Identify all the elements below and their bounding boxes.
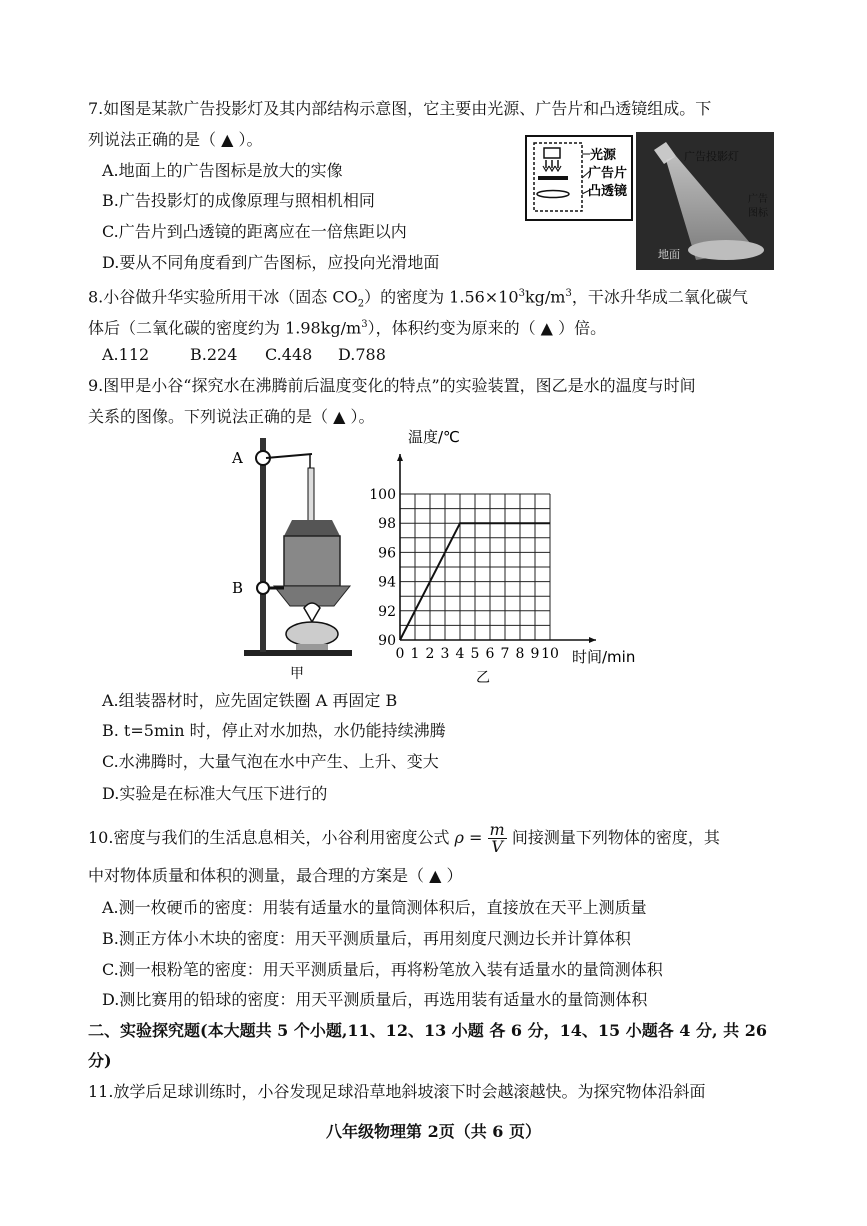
q9-stem-line-2: 关系的图像。下列说法正确的是（ ▲ ）。 — [88, 407, 375, 426]
q7-stem-line-2: 列说法正确的是（ ▲ ）。 — [88, 130, 263, 149]
x-tick-label: 8 — [515, 646, 525, 662]
q8-text-2c: ），体积约变为原来的（ ▲ ）倍。 — [367, 318, 607, 338]
q8-text-1g: ，干冰升华成二氧化碳气 — [571, 287, 748, 307]
chart-grid — [400, 494, 550, 640]
q9-stem-line-1: 9.图甲是小谷“探究水在沸腾前后温度变化的特点”的实验装置，图乙是水的温度与时间 — [88, 376, 696, 395]
q8-stem-line-2 — [88, 314, 606, 339]
q9-option-b: B. t=5min 时，停止对水加热，水仍能持续沸腾 — [102, 721, 446, 740]
q10-option-d: D.测比赛用的铅球的密度：用天平测质量后，再选用装有适量水的量筒测体积 — [102, 990, 648, 1009]
projector-structure-diagram — [524, 134, 634, 224]
q8-text-1a: 8.小谷做升华实验所用干冰（固态 CO — [88, 287, 358, 307]
q10-text-1b: 间接测量下列物体的密度，其 — [511, 828, 720, 847]
x-tick-label: 0 — [395, 646, 405, 662]
q8-option-d: D.788 — [338, 345, 386, 364]
x-tick-label: 10 — [541, 646, 559, 662]
q10-stem-line-2: 中对物体质量和体积的测量，最合理的方案是（ ▲ ） — [88, 866, 463, 885]
q8-text-1c: ）的密度为 1.56×10 — [364, 287, 519, 307]
formula-equals: = — [469, 828, 483, 847]
q8-sub-2: 2 — [357, 298, 365, 310]
q8-text-2a: 体后（二氧化碳的密度约为 1.98kg/m — [88, 318, 362, 338]
x-tick-label: 4 — [455, 646, 465, 662]
formula-numerator: m — [489, 820, 505, 839]
boiling-apparatus-figure — [222, 432, 362, 682]
section-2-heading-line-1: 二、实验探究题(本大题共 5 个小题,11、12、13 小题 各 6 分，14、15 小题各 4 分, 共 26 — [88, 1021, 767, 1040]
density-formula — [455, 822, 507, 855]
formula-rho: ρ — [454, 828, 464, 847]
temperature-time-chart — [366, 424, 646, 686]
section-2-heading-line-2: 分) — [88, 1051, 112, 1070]
y-axis-arrow — [397, 454, 403, 461]
x-tick-label: 3 — [440, 646, 450, 662]
photo-label-lamp: 广告投影灯 — [684, 150, 739, 163]
x-tick-label: 6 — [485, 646, 495, 662]
label-ring-a: A — [232, 449, 243, 467]
q9-option-c: C.水沸腾时，大量气泡在水中产生、上升、变大 — [102, 752, 439, 771]
q8-sup-3c: 3 — [361, 319, 368, 330]
y-tick-label: 94 — [378, 574, 396, 591]
photo-label-icon-1: 广告 — [748, 194, 768, 205]
y-tick-label: 92 — [378, 603, 396, 620]
chart-x-axis-label: 时间/min — [572, 648, 636, 666]
x-tick-label: 2 — [425, 646, 435, 662]
q10-stem-line-1 — [88, 822, 720, 855]
x-tick-label: 5 — [470, 646, 480, 662]
q9-option-a: A.组装器材时，应先固定铁圈 A 再固定 B — [102, 691, 398, 710]
projector-photo — [636, 132, 774, 270]
q7-option-a: A.地面上的广告图标是放大的实像 — [102, 161, 343, 180]
q7-stem-line-1: 7.如图是某款广告投影灯及其内部结构示意图，它主要由光源、广告片和凸透镜组成。下 — [88, 99, 712, 118]
q7-option-c: C.广告片到凸透镜的距离应在一倍焦距以内 — [102, 222, 407, 241]
formula-denominator: V — [491, 837, 503, 856]
x-tick-label: 9 — [530, 646, 540, 662]
caption-jia: 甲 — [290, 666, 304, 682]
q8-sup-3: 3 — [518, 288, 525, 299]
x-tick-label: 1 — [410, 646, 420, 662]
q10-option-b: B.测正方体小木块的密度：用天平测质量后，再用刻度尺测边长并计算体积 — [102, 929, 631, 948]
photo-label-ground: 地面 — [658, 248, 680, 261]
chart-caption-yi: 乙 — [476, 670, 490, 686]
q8-option-b: B.224 — [190, 345, 238, 364]
q10-text-1a: 10.密度与我们的生活息息相关，小谷利用密度公式 — [88, 828, 450, 847]
y-tick-label: 90 — [378, 633, 396, 649]
photo-label-icon-2: 图标 — [748, 208, 768, 219]
x-axis-arrow — [589, 637, 596, 643]
q7-option-b: B.广告投影灯的成像原理与照相机相同 — [102, 191, 375, 210]
q8-option-c: C.448 — [265, 345, 313, 364]
q8-text-1e: kg/m — [524, 287, 566, 307]
label-ring-b: B — [232, 579, 244, 597]
q8-stem-line-1 — [88, 283, 748, 316]
x-tick-label: 7 — [500, 646, 510, 662]
y-tick-label: 96 — [378, 545, 396, 562]
page-footer: 八年级物理第 2页（共 6 页） — [326, 1122, 541, 1141]
q10-option-c: C.测一根粉笔的密度：用天平测质量后，再将粉笔放入装有适量水的量筒测体积 — [102, 960, 663, 979]
q8-option-a: A.112 — [102, 345, 150, 364]
q10-option-a: A.测一枚硬币的密度：用装有适量水的量筒测体积后，直接放在天平上测质量 — [102, 898, 647, 917]
q7-option-d: D.要从不同角度看到广告图标，应投向光滑地面 — [102, 253, 440, 272]
label-light-source: 光源 — [590, 148, 617, 163]
label-convex-lens: 凸透镜 — [588, 184, 628, 199]
label-slide: 广告片 — [588, 166, 628, 181]
q9-option-d: D.实验是在标准大气压下进行的 — [102, 784, 328, 803]
chart-y-axis-label: 温度/℃ — [408, 428, 460, 446]
q11-stem-line-1: 11.放学后足球训练时，小谷发现足球沿草地斜坡滚下时会越滚越快。为探究物体沿斜面 — [88, 1082, 706, 1101]
y-tick-label: 98 — [378, 516, 396, 533]
y-tick-label: 100 — [369, 487, 396, 503]
q8-sup-3b: 3 — [565, 288, 572, 299]
